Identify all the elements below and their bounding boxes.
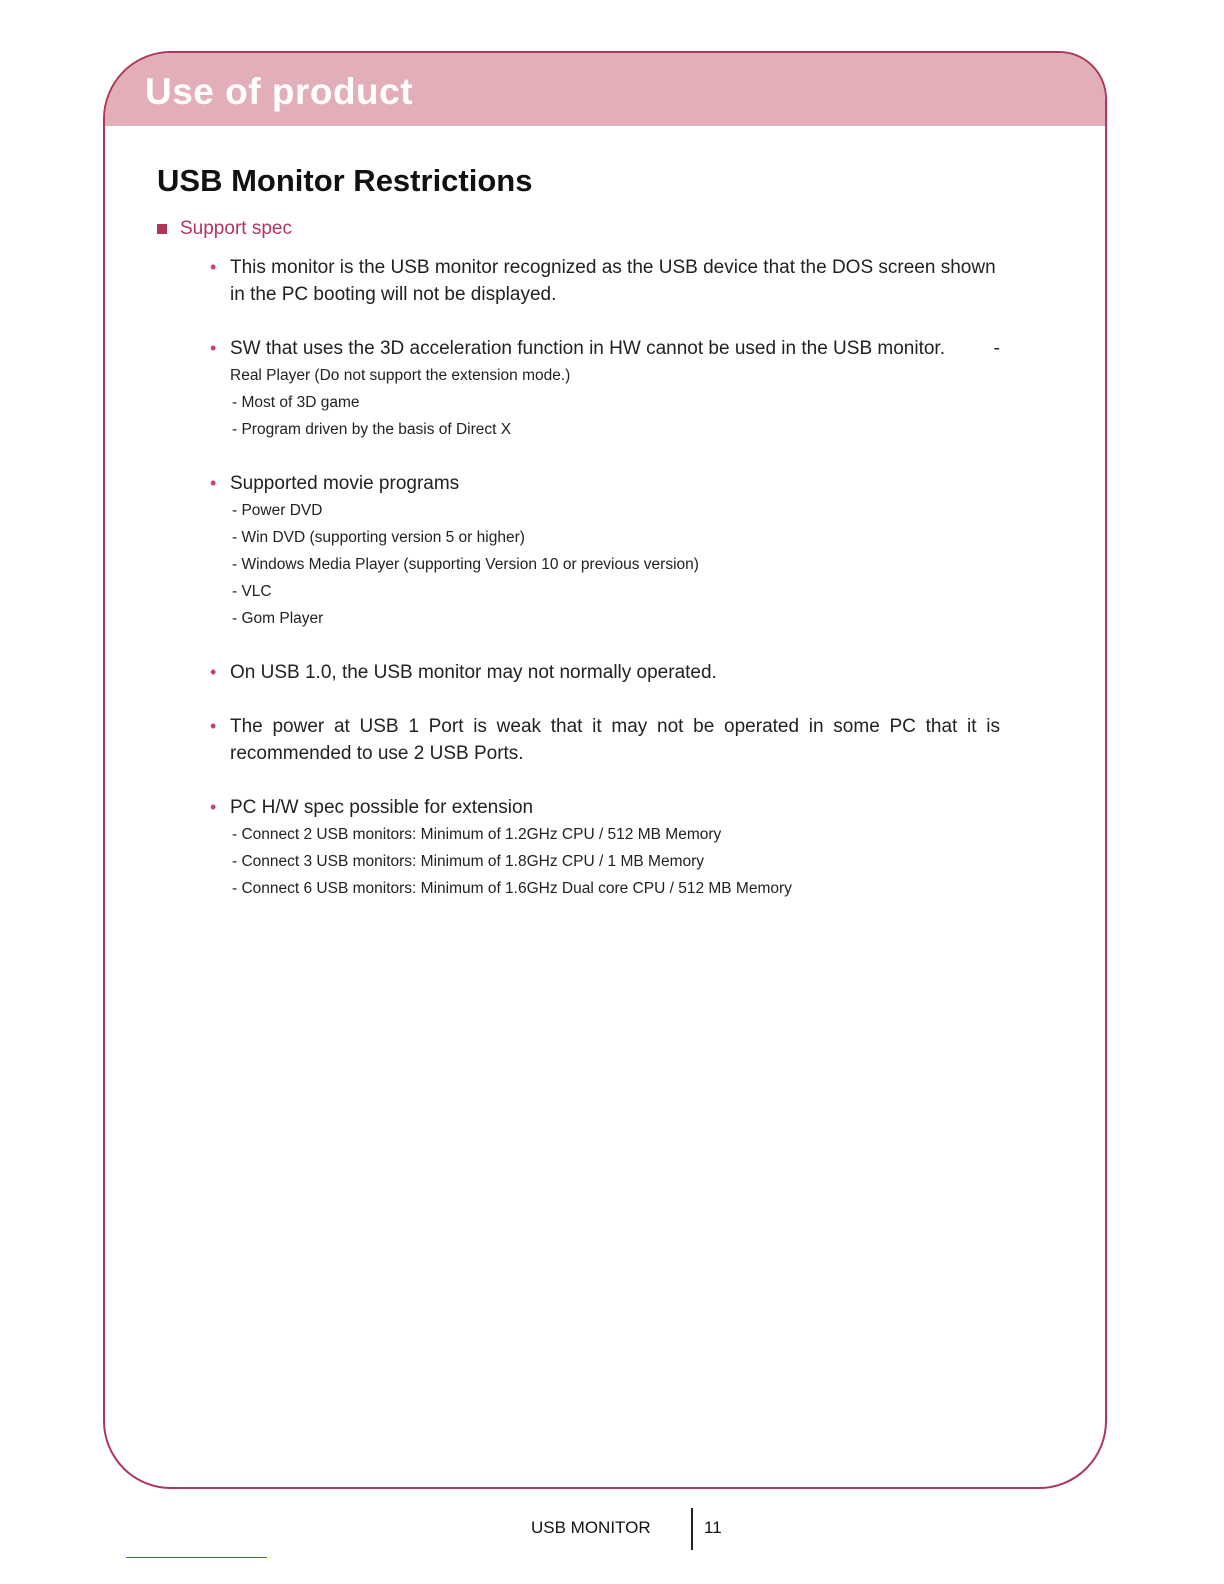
section-title: USB Monitor Restrictions [157,163,533,198]
footer-label: USB MONITOR [531,1518,651,1537]
footer-divider [691,1508,693,1550]
sub-item: - Connect 3 USB monitors: Minimum of 1.8GHz CPU / 1 MB Memory [232,853,705,870]
bullet-item [210,794,1000,902]
bullet-dot-icon: • [210,338,217,358]
bullet-item [210,470,1000,632]
sub-item: - Windows Media Player (supporting Version 10 or previous version) [232,556,699,573]
sub-item: - VLC [232,583,272,600]
trailing-dash: - [993,338,1000,359]
sub-item: - Win DVD (supporting version 5 or higher) [232,529,525,546]
footer-rule [126,1557,267,1558]
bullet-text: SW that uses the 3D acceleration function in HW cannot be used in the USB monitor. [230,338,945,359]
page-number: 11 [704,1518,722,1537]
bullet-text: PC H/W spec possible for extension [230,797,534,818]
square-bullet-icon [157,224,167,234]
bullet-item [210,254,1000,308]
bullet-text: Supported movie programs [230,473,460,494]
bullet-dot-icon: • [210,473,217,493]
bullet-item [210,335,1000,443]
bullet-item [210,659,1000,686]
sub-item: - Program driven by the basis of Direct X [232,421,512,438]
spec-label: Support spec [180,218,292,239]
header-band [105,53,1105,126]
sub-item: - Connect 6 USB monitors: Minimum of 1.6GHz Dual core CPU / 512 MB Memory [232,880,792,897]
bullet-text: This monitor is the USB monitor recognized as the USB device that the DOS screen shown in the PC booting will not be displayed. [230,257,996,305]
bullet-text: On USB 1.0, the USB monitor may not normally operated. [230,662,717,683]
bullet-dot-icon: • [210,257,217,277]
bullet-dot-icon: • [210,797,217,817]
sub-item: - Connect 2 USB monitors: Minimum of 1.2GHz CPU / 512 MB Memory [232,826,722,843]
bullet-text-row [230,335,1000,362]
bullet-dot-icon: • [210,662,217,682]
sub-item: - Power DVD [232,502,323,519]
sub-item: - Most of 3D game [232,394,360,411]
sub-item: Real Player (Do not support the extension mode.) [230,367,571,384]
header-title: Use of product [145,71,414,112]
bullet-dot-icon: • [210,716,217,736]
bullet-item [210,713,1000,767]
sub-item: - Gom Player [232,610,324,627]
bullet-text: The power at USB 1 Port is weak that it may not be operated in some PC that it is recommended to use 2 USB Ports. [230,716,1000,764]
